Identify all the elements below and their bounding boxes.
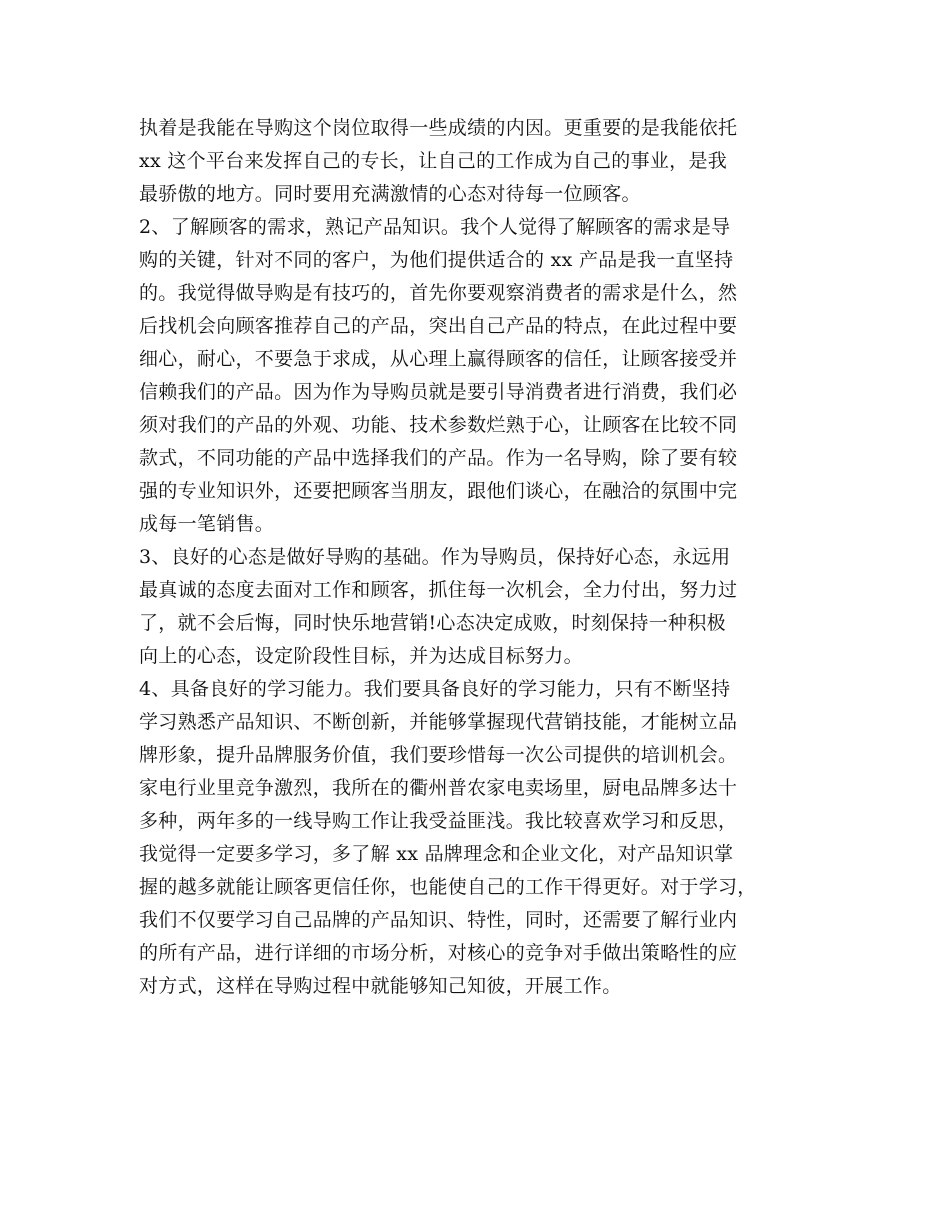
text-line: 4、具备良好的学习能力。我们要具备良好的学习能力，只有不断坚持 [139, 678, 731, 700]
text-line: 多种，两年多的一线导购工作让我受益匪浅。我比较喜欢学习和反思， [139, 810, 738, 832]
text-line: 最真诚的态度去面对工作和顾客，抓住每一次机会，全力付出，努力过 [139, 579, 738, 601]
text-line: 学习熟悉产品知识、不断创新，并能够掌握现代营销技能，才能树立品 [139, 711, 738, 733]
text-line: 家电行业里竞争激烈，我所在的衢州普农家电卖场里，厨电品牌多达十 [139, 777, 738, 799]
text-line: 握的越多就能让顾客更信任你，也能使自己的工作干得更好。对于学习， [139, 876, 757, 898]
text-line: 我们不仅要学习自己品牌的产品知识、特性，同时，还需要了解行业内 [139, 909, 738, 931]
text-line: 细心，耐心，不要急于求成，从心理上赢得顾客的信任，让顾客接受并 [139, 348, 738, 370]
text-line: 购的关键，针对不同的客户，为他们提供适合的 xx 产品是我一直坚持 [139, 249, 734, 271]
text-line: 强的专业知识外，还要把顾客当朋友，跟他们谈心，在融洽的氛围中完 [139, 480, 738, 502]
text-line: xx 这个平台来发挥自己的专长，让自己的工作成为自己的事业，是我 [139, 150, 728, 172]
text-line: 信赖我们的产品。因为作为导购员就是要引导消费者进行消费，我们必 [139, 381, 738, 403]
text-line: 向上的心态，设定阶段性目标，并为达成目标努力。 [139, 645, 583, 667]
text-line: 最骄傲的地方。同时要用充满激情的心态对待每一位顾客。 [139, 183, 641, 205]
text-line: 3、良好的心态是做好导购的基础。作为导购员，保持好心态，永远用 [139, 546, 731, 568]
text-line: 2、了解顾客的需求，熟记产品知识。我个人觉得了解顾客的需求是导 [139, 216, 731, 238]
text-line: 牌形象，提升品牌服务价值，我们要珍惜每一次公司提供的培训机会。 [139, 744, 738, 766]
text-line: 后找机会向顾客推荐自己的产品，突出自己产品的特点，在此过程中要 [139, 315, 738, 337]
text-line: 我觉得一定要多学习，多了解 xx 品牌理念和企业文化，对产品知识掌 [139, 843, 734, 865]
text-line: 成每一笔销售。 [139, 513, 275, 535]
text-line: 款式，不同功能的产品中选择我们的产品。作为一名导购，除了要有较 [139, 447, 738, 469]
text-line: 须对我们的产品的外观、功能、技术参数烂熟于心，让顾客在比较不同 [139, 414, 738, 436]
text-line: 对方式，这样在导购过程中就能够知己知彼，开展工作。 [139, 975, 622, 997]
text-line: 的所有产品，进行详细的市场分析，对核心的竞争对手做出策略性的应 [139, 942, 738, 964]
text-line: 执着是我能在导购这个岗位取得一些成绩的内因。更重要的是我能依托 [139, 117, 738, 139]
text-line: 了，就不会后悔，同时快乐地营销!心态决定成败，时刻保持一种积极 [139, 612, 726, 634]
body-text [139, 112, 819, 1003]
text-line: 的。我觉得做导购是有技巧的，首先你要观察消费者的需求是什么，然 [139, 282, 738, 304]
